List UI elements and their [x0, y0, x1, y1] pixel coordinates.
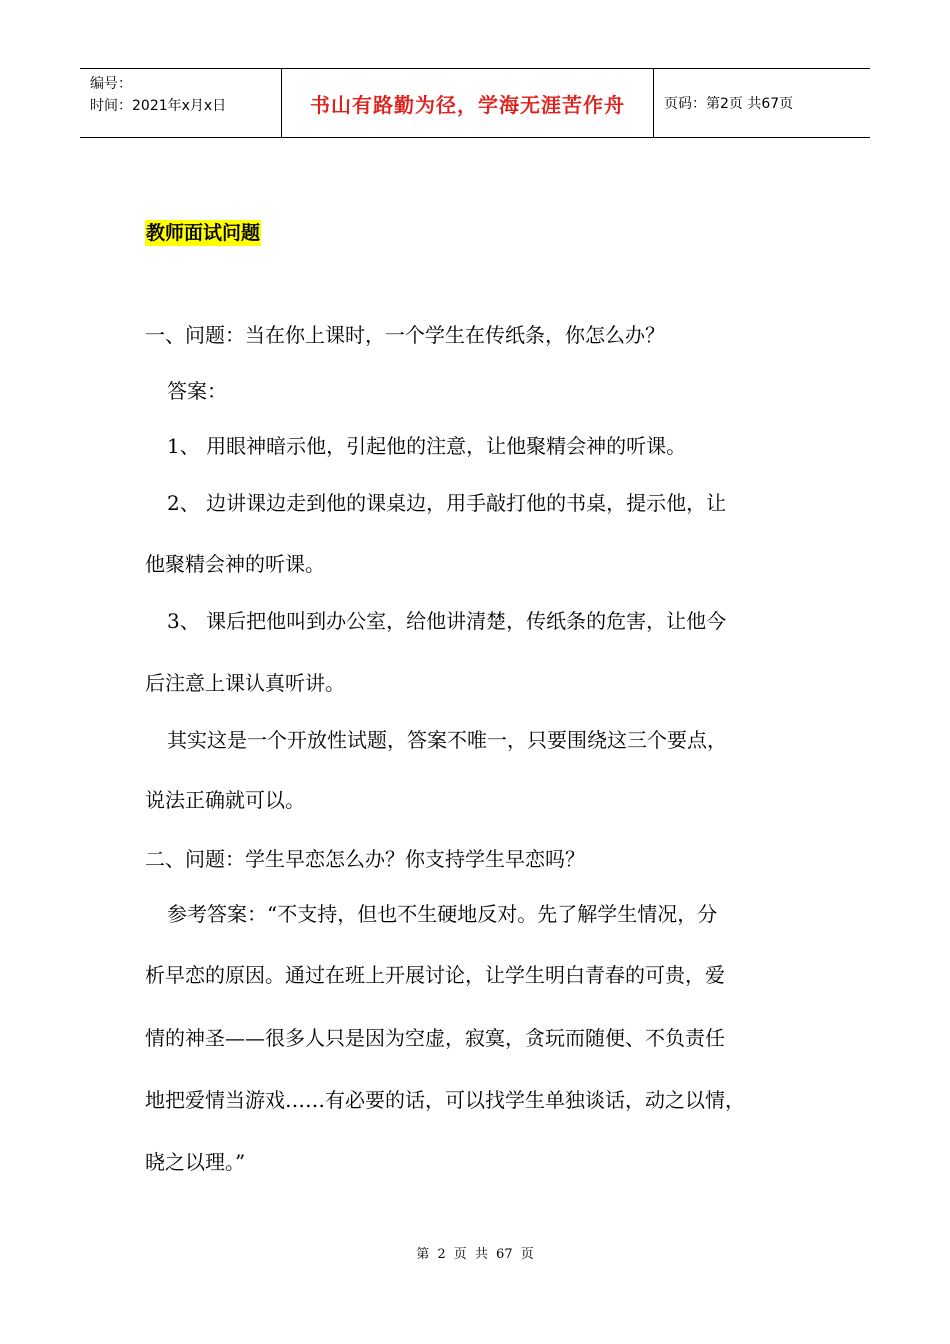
header-page-cell: [654, 69, 870, 137]
answer-2-line-1: 参考答案：“不支持，但也不生硬地反对。先了解学生情况，分: [167, 902, 718, 926]
question-2: 二、问题：学生早恋怎么办？你支持学生早恋吗？: [145, 847, 585, 871]
header-page-info: 页码：第2页 共67页: [664, 96, 794, 112]
header-meta-cell: [80, 69, 282, 137]
answer-note: 其实这是一个开放性试题，答案不唯一，只要围绕这三个要点，: [167, 728, 727, 752]
answer-note-cont: 说法正确就可以。: [145, 788, 305, 812]
answer-item-2: 2、 边讲课边走到他的课桌边，用手敲打他的书桌，提示他，让: [167, 491, 727, 515]
answer-item-3-cont: 后注意上课认真听讲。: [145, 671, 345, 695]
page-footer: 第 2 页 共 67 页: [416, 1247, 534, 1262]
header-motto: 书山有路勤为径，学海无涯苦作舟: [310, 92, 625, 117]
page-header: [80, 68, 870, 138]
document-title: 教师面试问题: [146, 222, 261, 244]
answer-2-line-5: 晓之以理。”: [145, 1150, 246, 1174]
answer-item-1: 1、 用眼神暗示他，引起他的注意，让他聚精会神的听课。: [167, 434, 687, 458]
question-1: 一、问题：当在你上课时，一个学生在传纸条，你怎么办？: [145, 323, 665, 347]
header-motto-cell: [282, 69, 654, 137]
answer-2-line-3: 情的神圣——很多人只是因为空虚，寂寞，贪玩而随便、不负责任: [145, 1026, 725, 1050]
answer-label-1: 答案：: [167, 379, 227, 403]
document-date: 时间：2021年x月x日: [90, 98, 227, 114]
answer-2-line-4: 地把爱情当游戏……有必要的话，可以找学生单独谈话，动之以情，: [145, 1088, 745, 1112]
answer-item-3: 3、 课后把他叫到办公室，给他讲清楚，传纸条的危害，让他今: [167, 609, 727, 633]
document-number-label: 编号：: [90, 76, 132, 92]
answer-2-line-2: 析早恋的原因。通过在班上开展讨论，让学生明白青春的可贵，爱: [145, 963, 725, 987]
answer-item-2-cont: 他聚精会神的听课。: [145, 552, 325, 576]
